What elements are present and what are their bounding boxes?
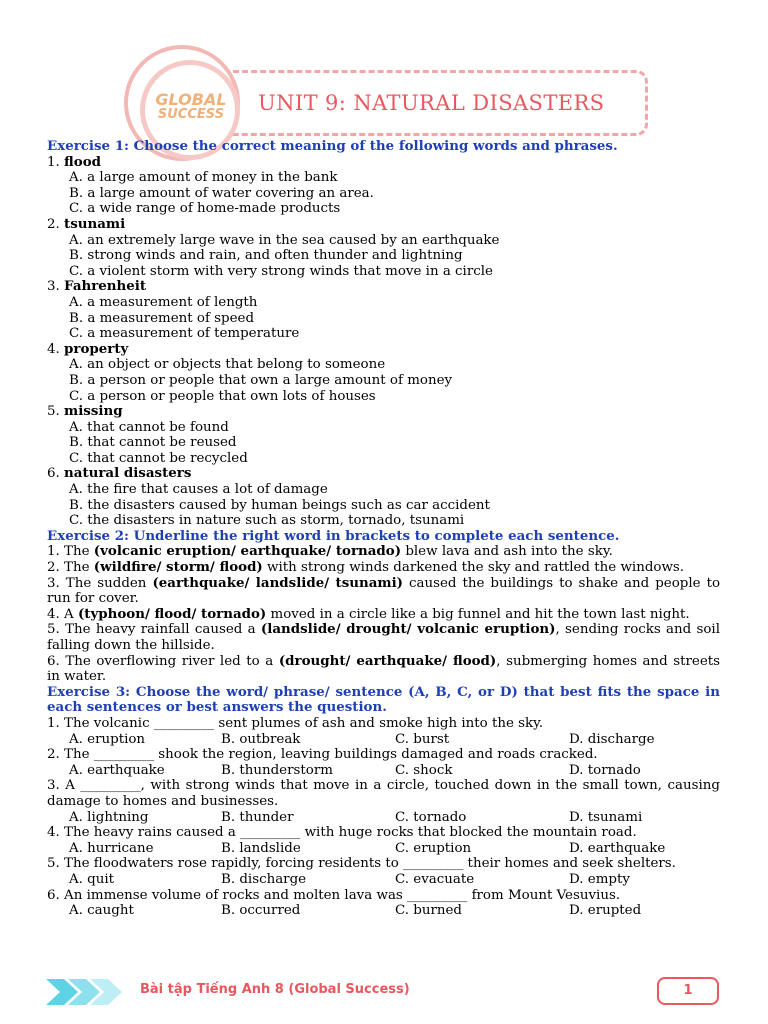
answer-option: C. burned [395, 903, 462, 919]
question-number: 1. [47, 154, 60, 170]
bracket-choices: (typhoon/ flood/ tornado) [77, 605, 267, 622]
question-line [47, 342, 720, 358]
options-row [47, 841, 720, 857]
sentence-start: 3. The sudden [47, 575, 153, 591]
question-number: 4. [47, 341, 60, 357]
answer-option: B. occurred [221, 903, 301, 919]
answer-option: A. hurricane [69, 840, 154, 856]
answer-option: D. earthquake [569, 840, 666, 856]
logo-line-1: GLOBAL [155, 90, 227, 109]
bracket-choices: (earthquake/ landslide/ tsunami) [152, 574, 404, 591]
options-row [47, 763, 720, 779]
answer-option: A. caught [69, 903, 134, 919]
answer-option: C. a person or people that own lots of houses [69, 388, 376, 404]
answer-option: D. empty [569, 871, 630, 887]
book-title: Bài tập Tiếng Anh 8 (Global Success) [140, 982, 410, 997]
sentence-start: 1. The [47, 544, 94, 560]
answer-option: B. discharge [221, 871, 307, 887]
question-number: 5. [47, 404, 60, 420]
answer-option: C. eruption [395, 840, 472, 856]
question-text: 5. The floodwaters rose rapidly, forcing residents to _________ their homes and seek shelters. [47, 856, 676, 872]
answer-option: A. lightning [69, 809, 149, 825]
question-line [47, 155, 720, 171]
answer-option: A. an object or objects that belong to someone [69, 357, 386, 373]
question-line [47, 466, 720, 482]
answer-option: D. tsunami [569, 809, 643, 825]
exercise-2-heading: Exercise 2: Underline the right word in brackets to complete each sentence. [47, 527, 620, 544]
bracket-choices: (volcanic eruption/ earthquake/ tornado) [93, 543, 402, 560]
answer-option: B. a measurement of speed [69, 310, 255, 326]
sentence-end: caused the buildings to shake and people to run for cover. [47, 575, 721, 607]
bracket-choices: (drought/ earthquake/ flood) [278, 652, 497, 669]
answer-option: C. tornado [395, 809, 467, 825]
chevron-arrows-icon [46, 977, 130, 1007]
answer-option: B. a large amount of water covering an area. [69, 185, 374, 201]
page-number: 1 [657, 977, 719, 1005]
question-number: 3. [47, 279, 60, 295]
answer-option: B. thunderstorm [221, 762, 333, 778]
answer-option: A. a measurement of length [69, 294, 258, 310]
vocabulary-word: property [64, 340, 129, 357]
sentence-end: , sending rocks and soil falling down the hillside. [47, 622, 720, 653]
answer-option: D. discharge [569, 731, 655, 747]
question-number: 2. [47, 216, 60, 232]
question-number: 6. [47, 466, 60, 482]
options-row [47, 810, 720, 826]
answer-option: A. eruption [69, 731, 146, 747]
sentence-item [47, 576, 720, 607]
sentence-end: blew lava and ash into the sky. [401, 544, 613, 560]
logo-line-2: SUCCESS [157, 107, 225, 122]
exercise-1-list [47, 155, 720, 529]
answer-option: D. tornado [569, 762, 641, 778]
vocabulary-word: Fahrenheit [64, 278, 147, 295]
question-line [47, 279, 720, 295]
answer-option: A. quit [69, 871, 115, 887]
answer-option: C. a wide range of home-made products [69, 201, 341, 217]
exercise-3-list [47, 716, 720, 919]
answer-option: B. strong winds and rain, and often thunder and lightning [69, 248, 463, 264]
worksheet-content [47, 139, 720, 919]
vocabulary-word: flood [64, 153, 102, 170]
answer-option: B. a person or people that own a large amount of money [69, 372, 453, 388]
sentence-end: with strong winds darkened the sky and rattled the windows. [262, 560, 685, 576]
sentence-end: moved in a circle like a big funnel and hit the town last night. [266, 606, 690, 622]
sentence-start: 6. The overflowing river led to a [47, 653, 279, 669]
sentence-item [47, 560, 720, 576]
answer-option: A. the fire that causes a lot of damage [69, 482, 328, 498]
answer-option: A. that cannot be found [69, 419, 229, 435]
answer-option: B. the disasters caused by human beings such as car accident [69, 497, 490, 513]
question-line [47, 217, 720, 233]
vocabulary-word: tsunami [64, 215, 126, 232]
sentence-item [47, 544, 720, 560]
answer-option: C. evacuate [395, 871, 475, 887]
sentence-item [47, 654, 720, 685]
sentence-item [47, 622, 720, 653]
question-text: 1. The volcanic _________ sent plumes of ash and smoke high into the sky. [47, 715, 544, 731]
options-row [47, 732, 720, 748]
question-text: 2. The _________ shook the region, leaving buildings damaged and roads cracked. [47, 747, 598, 763]
options-row [47, 872, 720, 888]
sentence-start: 5. The heavy rainfall caused a [47, 622, 261, 638]
answer-option: C. that cannot be recycled [69, 450, 248, 466]
sentence-end: , submerging homes and streets in water. [47, 653, 720, 685]
sentence-start: 4. A [47, 606, 78, 622]
vocabulary-word: missing [64, 403, 123, 420]
answer-option: A. earthquake [69, 762, 165, 778]
answer-option: D. erupted [569, 903, 642, 919]
question-text: 4. The heavy rains caused a _________ with huge rocks that blocked the mountain road. [47, 825, 637, 841]
answer-option: C. a measurement of temperature [69, 326, 300, 342]
answer-option: C. shock [395, 762, 453, 778]
exercise-2-list [47, 544, 720, 684]
answer-option: C. the disasters in nature such as storm, tornado, tsunami [69, 513, 465, 529]
exercise-3-heading: Exercise 3: Choose the word/ phrase/ sentence (A, B, C, or D) that best fits the space in each sentences or best answers the question. [47, 683, 720, 716]
sentence-start: 2. The [47, 560, 94, 576]
unit-title: UNIT 9: NATURAL DISASTERS [258, 91, 605, 115]
sentence-item [47, 607, 720, 623]
bracket-choices: (wildfire/ storm/ flood) [93, 559, 263, 576]
answer-option: C. a violent storm with very strong winds that move in a circle [69, 263, 493, 279]
answer-option: B. landslide [221, 840, 301, 856]
answer-option: B. outbreak [221, 731, 301, 747]
answer-option: A. an extremely large wave in the sea caused by an earthquake [69, 232, 500, 248]
vocabulary-word: natural disasters [64, 465, 192, 482]
answer-option: A. a large amount of money in the bank [69, 170, 338, 186]
answer-option: B. thunder [221, 809, 294, 825]
question-line [47, 404, 720, 420]
question-text: 3. A _________, with strong winds that move in a circle, touched down in the small town, causing damage to homes and businesses. [47, 778, 720, 809]
answer-option: C. burst [395, 731, 450, 747]
bracket-choices: (landslide/ drought/ volcanic eruption) [260, 621, 556, 638]
options-row [47, 903, 720, 919]
question-text: 6. An immense volume of rocks and molten lava was _________ from Mount Vesuvius. [47, 887, 621, 903]
answer-option: B. that cannot be reused [69, 435, 237, 451]
global-success-logo [146, 92, 236, 122]
exercise-1-heading: Exercise 1: Choose the correct meaning of the following words and phrases. [47, 138, 618, 154]
